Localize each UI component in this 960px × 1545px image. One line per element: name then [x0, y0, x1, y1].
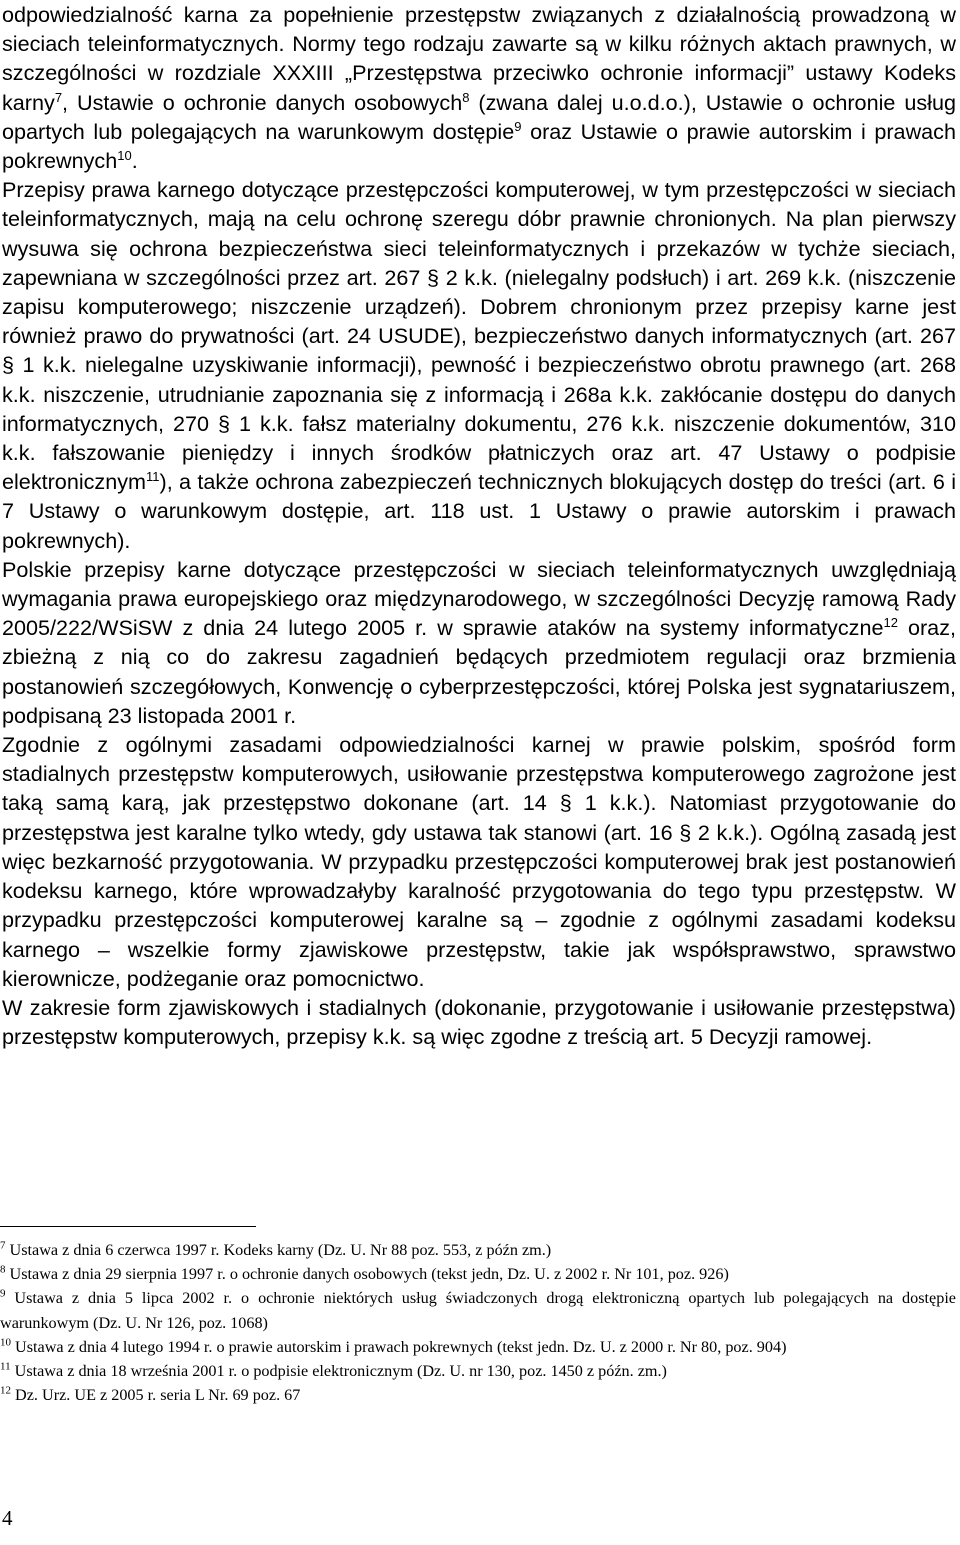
body-paragraph	[2, 0, 956, 175]
footnote-number: 10	[0, 1336, 11, 1349]
paragraph-text: W zakresie form zjawiskowych i stadialnych (dokonanie, przygotowanie i usiłowanie przestępstwa) przestępstw komputerowych, przepisy k.k. są więc zgodne z treścią art. 5 Decyzji ramowej.	[2, 994, 956, 1050]
footnote-number: 12	[0, 1384, 11, 1397]
footnote-reference: 7	[54, 89, 63, 105]
footnote-reference: 8	[462, 89, 470, 105]
footnote	[0, 1383, 956, 1407]
footnote	[0, 1238, 956, 1262]
footnote-reference: 12	[883, 615, 898, 631]
paragraph-text: Polskie przepisy karne dotyczące przestępczości w sieciach teleinformatycznych uwzględniają wymagania prawa europejskiego oraz międzynarodowego, w szczególności Decyzję ramową Rady 2005/222/WSiSW z dnia 24 lutego 2005 r. w sprawie ataków na systemy informatyczne	[2, 556, 956, 641]
footnote-number: 7	[0, 1239, 6, 1252]
footnote-number: 9	[0, 1288, 6, 1301]
paragraph-text: Zgodnie z ogólnymi zasadami odpowiedzialności karnej w prawie polskim, spośród form stadialnych przestępstw komputerowych, usiłowanie przestępstwa komputerowego zagrożone jest taką samą karą, jak przestępstwo dokonane (art. 14 § 1 k.k.). Natomiast przygotowanie do przestępstwa jest karalne tylko wtedy, gdy ustawa tak stanowi (art. 16 § 2 k.k.). Ogólną zasadą jest więc bezkarność przygotowania. W przypadku przestępczości komputerowej brak jest postanowień kodeksu karnego, które wprowadzałyby karalność przygotowania do tego typu przestępstw. W przypadku przestępczości komputerowej karalne są – zgodnie z ogólnymi zasadami kodeksu karnego – wszelkie formy zjawiskowe przestępstw, takie jak współsprawstwo, sprawstwo kierownicze, podżeganie oraz pomocnictwo.	[2, 732, 956, 991]
paragraph-text: ), a także ochrona zabezpieczeń technicznych blokujących dostęp do treści (art. 6 i 7 Ustawy o warunkowym dostępie, art. 118 ust. 1 Ustawy o prawie autorskim i prawach pokrewnych).	[2, 469, 956, 553]
body-paragraph	[2, 175, 956, 555]
footnote-text: Ustawa z dnia 5 lipca 2002 r. o ochronie niektórych usług świadczonych drogą elektroniczną opartych lub polegających na dostępie warunkowym (Dz. U. Nr 126, poz. 1068)	[0, 1289, 956, 1332]
footnote-text: Ustawa z dnia 4 lutego 1994 r. o prawie autorskim i prawach pokrewnych (tekst jedn. Dz. U. z 2000 r. Nr 80, poz. 904)	[11, 1337, 787, 1356]
footnotes	[0, 1238, 956, 1407]
footnote	[0, 1286, 956, 1334]
footnote-reference: 10	[117, 147, 132, 163]
footnote-text: Ustawa z dnia 6 czerwca 1997 r. Kodeks karny (Dz. U. Nr 88 poz. 553, z późn zm.)	[5, 1241, 552, 1259]
footnote	[0, 1262, 956, 1286]
footnote	[0, 1359, 956, 1383]
footnote-number: 8	[0, 1263, 6, 1276]
paragraph-text: (zwana dalej u.o.d.o.), Ustawie o ochronie usług opartych lub polegających na warunkowym dostępie	[2, 89, 956, 144]
footnote-text: Ustawa z dnia 18 września 2001 r. o podpisie elektronicznym (Dz. U. nr 130, poz. 1450 z późn. zm.)	[10, 1362, 667, 1381]
footnote-number: 11	[0, 1360, 11, 1373]
paragraph-text: oraz, zbieżną z nią co do zakresu zagadnień będących przedmiotem regulacji oraz brzmienia postanowień szczegółowych, Konwencję o cyberprzestępczości, której Polska jest sygnatariuszem, podpisaną 23 listopada 2001 r.	[2, 615, 956, 728]
paragraph-text: odpowiedzialność karna za popełnienie przestępstw związanych z działalnością prowadzoną w sieciach teleinformatycznych. Normy tego rodzaju zawarte są w kilku różnych aktach prawnych, w szczególności w rozdziale XXXIII „Przestępstwa przeciwko ochronie informacji” ustawy Kodeks karny	[2, 2, 956, 115]
body-paragraph	[2, 993, 956, 1051]
paragraph-text: .	[131, 148, 138, 174]
paragraph-text: , Ustawie o ochronie danych osobowych	[62, 89, 463, 115]
paragraph-text: Przepisy prawa karnego dotyczące przestępczości komputerowej, w tym przestępczości w sieciach teleinformatycznych, mają na celu ochronę szeregu dóbr prawnie chronionych. Na plan pierwszy wysuwa się ochrona bezpieczeństwa sieci teleinformatycznych i przekazów w tychże sieciach, zapewniana w szczególności przez art. 267 § 2 k.k. (nielegalny podsłuch) i art. 269 k.k. (niszczenie zapisu komputerowego; niszczenie urządzeń). Dobrem chronionym przez przepisy karne jest również prawo do prywatności (art. 24 USUDE), bezpieczeństwo danych informatycznych (art. 267 § 1 k.k. nielegalne uzyskiwanie informacji), pewność i bezpieczeństwo obrotu prawnego (art. 268 k.k. niszczenie, utrudnianie zapoznania się z informacją i 268a k.k. zakłócanie dostępu do danych informatycznych, 270 § 1 k.k. fałsz materialny dokumentu, 276 k.k. niszczenie dokumentów, 310 k.k. fałszowanie pieniędzy i innych środków płatniczych oraz art. 47 Ustawy o podpisie elektronicznym	[2, 177, 956, 495]
body-text	[2, 0, 956, 1051]
body-paragraph	[2, 730, 956, 993]
footnote-reference: 11	[146, 469, 160, 485]
paragraph-text: oraz Ustawie o prawie autorskim i prawach pokrewnych	[2, 118, 956, 174]
footnote-text: Ustawa z dnia 29 sierpnia 1997 r. o ochronie danych osobowych (tekst jedn, Dz. U. z 2002 r. Nr 101, poz. 926)	[5, 1265, 729, 1284]
body-paragraph	[2, 555, 956, 730]
footnote-separator	[0, 1226, 256, 1227]
footnote-text: Dz. Urz. UE z 2005 r. seria L Nr. 69 poz. 67	[11, 1386, 301, 1405]
footnote	[0, 1335, 956, 1359]
page-number: 4	[2, 1506, 13, 1530]
footnote-reference: 9	[514, 118, 522, 134]
